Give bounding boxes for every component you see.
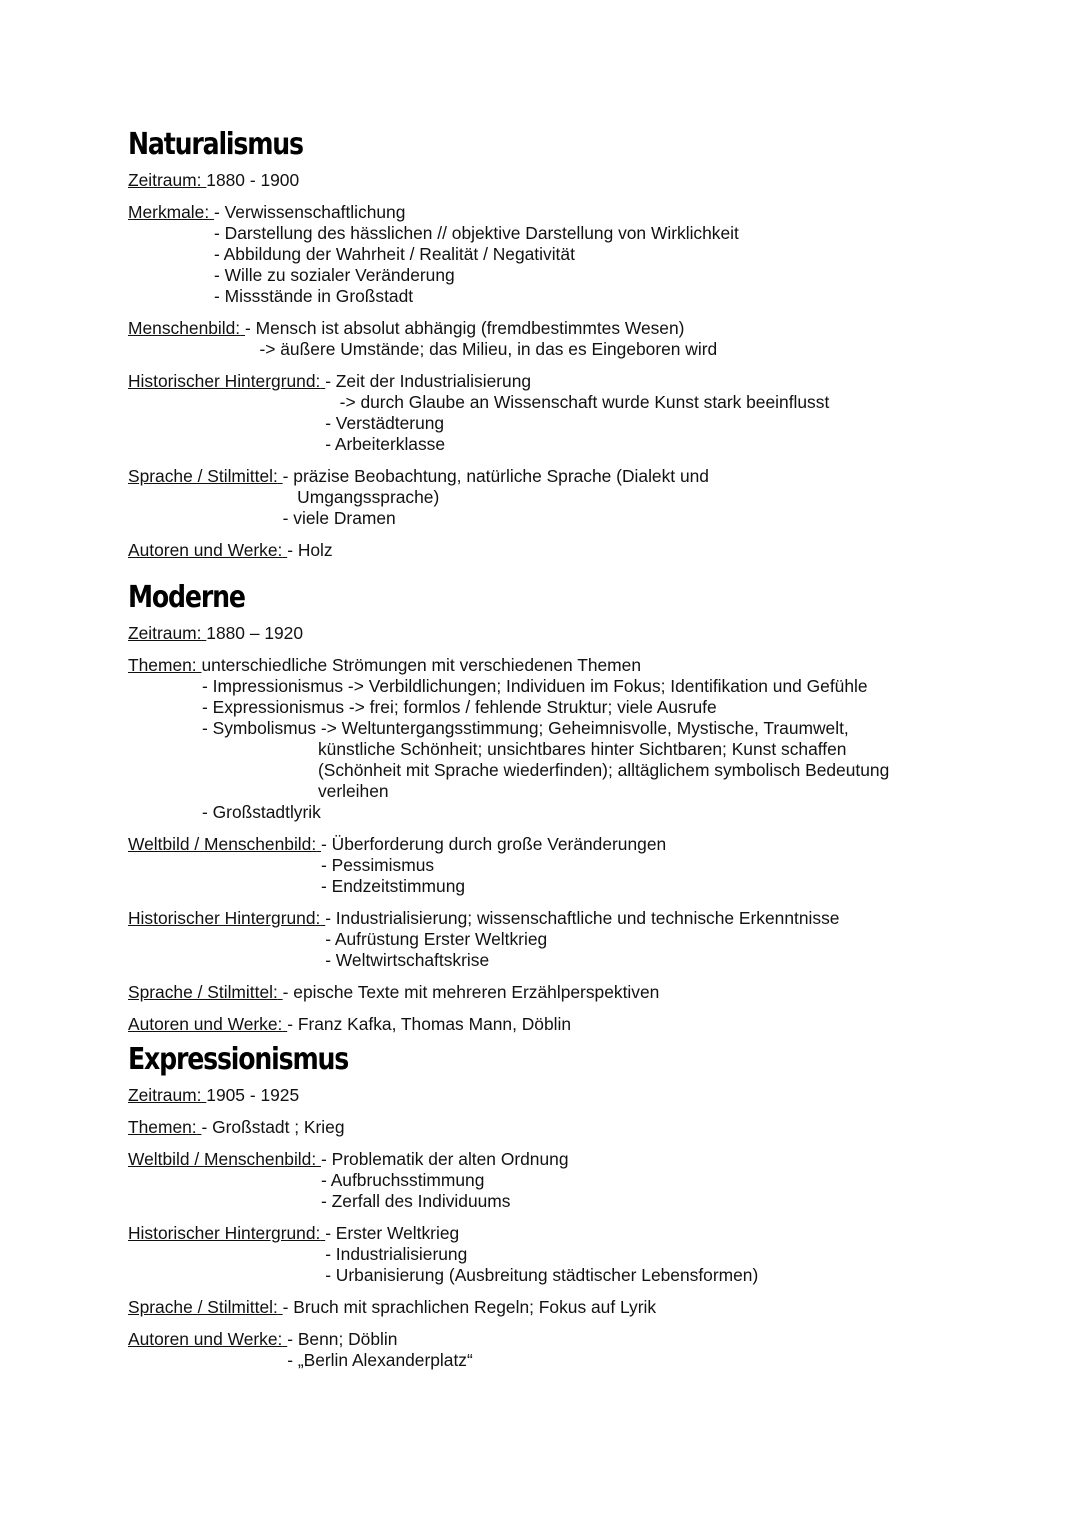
field-label: Themen: <box>128 655 197 675</box>
field-line: Umgangssprache) <box>282 487 440 507</box>
field-line: - Arbeiterklasse <box>325 434 446 454</box>
field-line: - Zeit der Industrialisierung <box>325 371 532 391</box>
field-label: Sprache / Stilmittel: <box>128 1297 278 1317</box>
field-label: Weltbild / Menschenbild: <box>128 1149 317 1169</box>
field-historischer-hintergrund <box>128 1223 1028 1286</box>
field-line: - Verwissenschaftlichung <box>214 202 406 222</box>
field-line: - Franz Kafka, Thomas Mann, Döblin <box>287 1014 572 1034</box>
field-label: Autoren und Werke: <box>128 1329 283 1349</box>
field-weltbild-menschenbild <box>128 1149 1028 1212</box>
field-line: - Endzeitstimmung <box>321 876 466 896</box>
field-label: Themen: <box>128 1117 197 1137</box>
field-line: - Großstadt ; Krieg <box>201 1117 345 1137</box>
document-page <box>128 126 1028 1371</box>
field-merkmale <box>128 202 1028 307</box>
field-autoren-und-werke <box>128 540 1028 561</box>
field-line: 1880 – 1920 <box>206 623 304 643</box>
field-line: - Benn; Döblin <box>287 1329 398 1349</box>
section-moderne <box>128 579 1028 1035</box>
field-zeitraum <box>128 1085 1028 1106</box>
field-label: Autoren und Werke: <box>128 1014 283 1034</box>
field-label: Historischer Hintergrund: <box>128 908 321 928</box>
field-line: 1905 - 1925 <box>206 1085 300 1105</box>
field-line: - Weltwirtschaftskrise <box>325 950 490 970</box>
field-autoren-und-werke <box>128 1014 1028 1035</box>
field-line: - Verstädterung <box>325 413 445 433</box>
section-title: Expressionismus <box>128 1042 349 1077</box>
field-themen <box>128 1117 1028 1138</box>
field-sprache-stilmittel <box>128 1297 1028 1318</box>
field-label: Weltbild / Menschenbild: <box>128 834 317 854</box>
field-line: - epische Texte mit mehreren Erzählperspektiven <box>282 982 660 1002</box>
field-line: -> äußere Umstände; das Milieu, in das es Eingeboren wird <box>244 339 718 359</box>
field-line: - Symbolismus -> Weltuntergangsstimmung; Geheimnisvolle, Mystische, Traumwelt, <box>202 718 849 738</box>
field-label: Menschenbild: <box>128 318 241 338</box>
field-autoren-und-werke <box>128 1329 1028 1371</box>
section-title: Naturalismus <box>128 127 303 162</box>
field-line: - Großstadtlyrik <box>202 802 321 822</box>
section-expressionismus <box>128 1041 1028 1371</box>
field-weltbild-menschenbild <box>128 834 1028 897</box>
field-label: Zeitraum: <box>128 1085 202 1105</box>
field-line: - Bruch mit sprachlichen Regeln; Fokus auf Lyrik <box>282 1297 657 1317</box>
field-line: - Aufrüstung Erster Weltkrieg <box>325 929 548 949</box>
field-line: - Mensch ist absolut abhängig (fremdbestimmtes Wesen) <box>244 318 685 338</box>
field-line: unterschiedliche Strömungen mit verschiedenen Themen <box>201 655 642 675</box>
field-label: Historischer Hintergrund: <box>128 1223 321 1243</box>
field-zeitraum <box>128 170 1028 191</box>
field-label: Merkmale: <box>128 202 210 222</box>
field-line: (Schönheit mit Sprache wiederfinden); alltäglichem symbolisch Bedeutung <box>202 760 890 780</box>
field-themen <box>128 655 1028 823</box>
field-label: Sprache / Stilmittel: <box>128 466 278 486</box>
field-line: - Expressionismus -> frei; formlos / fehlende Struktur; viele Ausrufe <box>202 697 717 717</box>
field-line: - Urbanisierung (Ausbreitung städtischer Lebensformen) <box>325 1265 759 1285</box>
field-historischer-hintergrund <box>128 371 1028 455</box>
field-line: - Abbildung der Wahrheit / Realität / Negativität <box>214 244 575 264</box>
field-line: -> durch Glaube an Wissenschaft wurde Kunst stark beeinflusst <box>325 392 830 412</box>
field-line: - Überforderung durch große Veränderungen <box>321 834 667 854</box>
field-line: - Darstellung des hässlichen // objektive Darstellung von Wirklichkeit <box>214 223 739 243</box>
field-sprache-stilmittel <box>128 982 1028 1003</box>
field-line: - Industrialisierung <box>325 1244 468 1264</box>
field-label: Zeitraum: <box>128 170 202 190</box>
section-naturalismus <box>128 126 1028 561</box>
field-label: Autoren und Werke: <box>128 540 283 560</box>
field-label: Zeitraum: <box>128 623 202 643</box>
field-line: - Pessimismus <box>321 855 435 875</box>
field-line: - viele Dramen <box>282 508 396 528</box>
field-label: Historischer Hintergrund: <box>128 371 321 391</box>
field-line: - Erster Weltkrieg <box>325 1223 460 1243</box>
field-line: - Problematik der alten Ordnung <box>321 1149 569 1169</box>
field-label: Sprache / Stilmittel: <box>128 982 278 1002</box>
field-line: - Missstände in Großstadt <box>214 286 414 306</box>
field-menschenbild <box>128 318 1028 360</box>
field-line: künstliche Schönheit; unsichtbares hinter Sichtbaren; Kunst schaffen <box>202 739 847 759</box>
section-title: Moderne <box>128 580 245 615</box>
field-sprache-stilmittel <box>128 466 1028 529</box>
field-line: - präzise Beobachtung, natürliche Sprache (Dialekt und <box>282 466 709 486</box>
field-line: - Zerfall des Individuums <box>321 1191 511 1211</box>
field-line: 1880 - 1900 <box>206 170 300 190</box>
field-line: - „Berlin Alexanderplatz“ <box>287 1350 473 1370</box>
field-line: - Industrialisierung; wissenschaftliche und technische Erkenntnisse <box>325 908 840 928</box>
field-historischer-hintergrund <box>128 908 1028 971</box>
field-line: - Aufbruchsstimmung <box>321 1170 485 1190</box>
field-line: - Wille zu sozialer Veränderung <box>214 265 455 285</box>
field-zeitraum <box>128 623 1028 644</box>
field-line: verleihen <box>202 781 389 801</box>
field-line: - Impressionismus -> Verbildlichungen; Individuen im Fokus; Identifikation und Gefühle <box>202 676 868 696</box>
field-line: - Holz <box>287 540 333 560</box>
